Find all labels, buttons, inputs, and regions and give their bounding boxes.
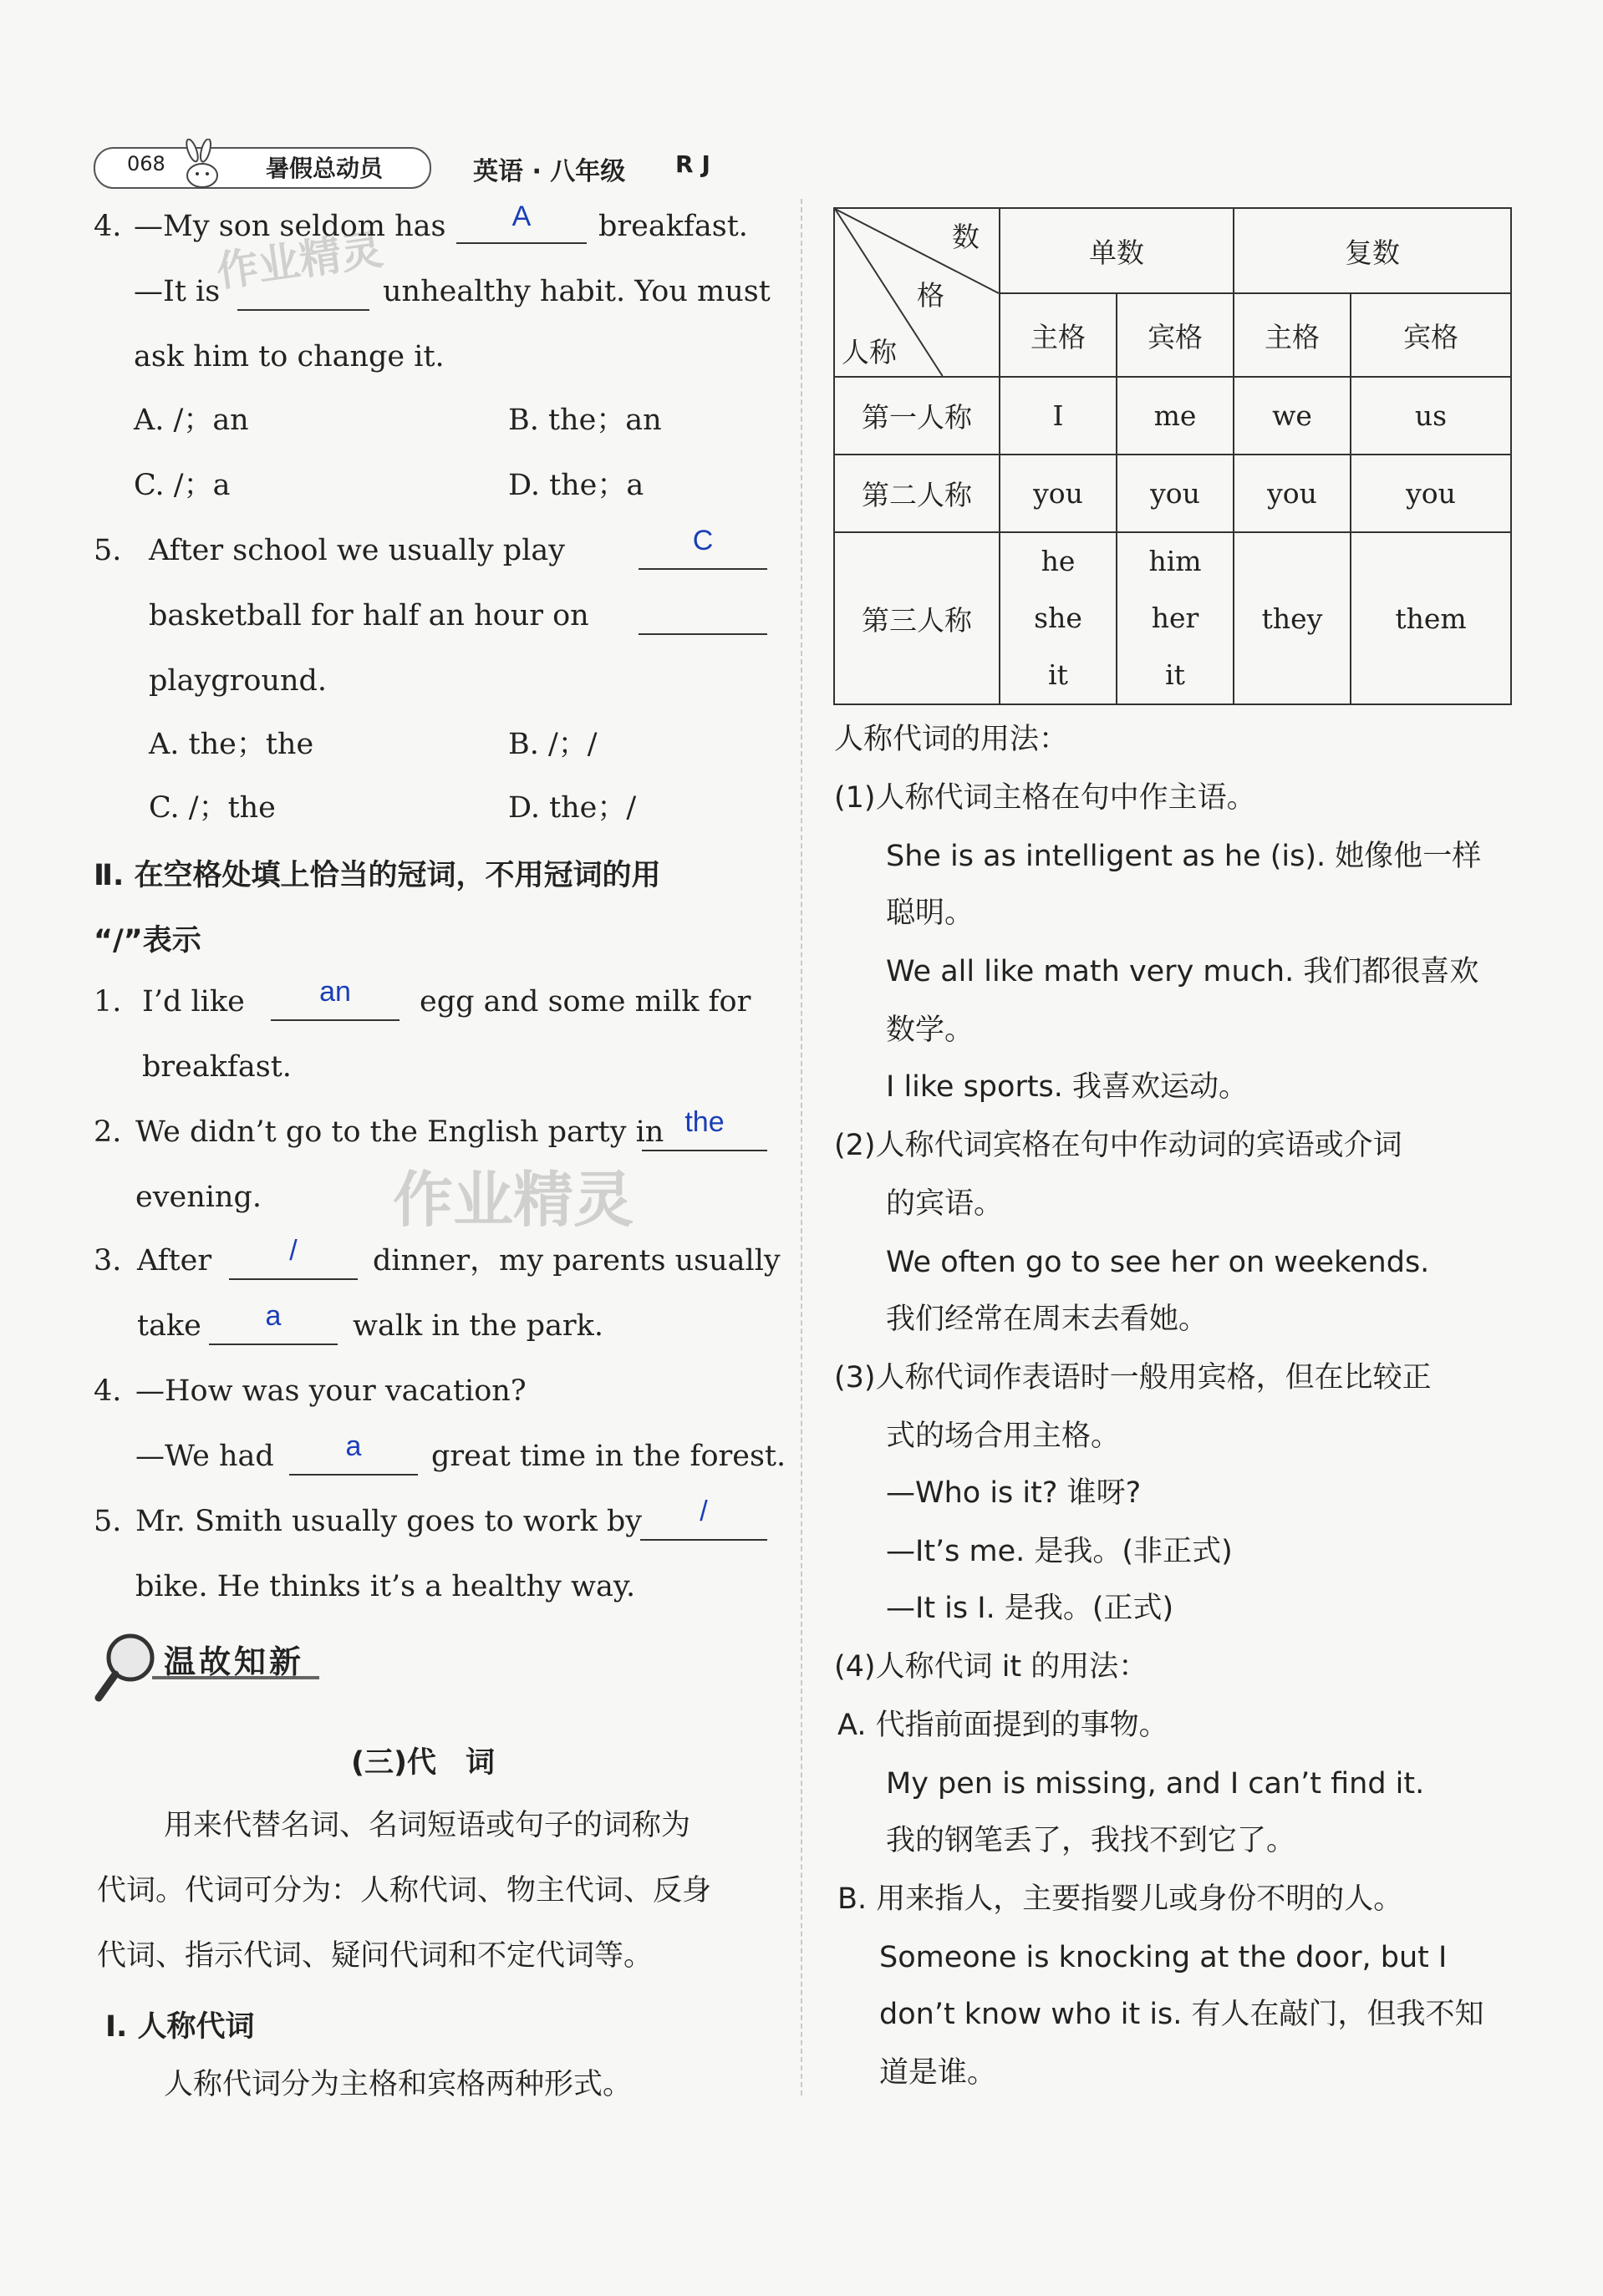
pronoun-she: she: [1034, 602, 1082, 634]
cell-singular-subject: you: [1000, 455, 1117, 532]
row-person: 第三人称: [834, 532, 1000, 704]
q5-option-b: B. /；/: [508, 728, 598, 761]
watermark: 作业精灵: [213, 225, 386, 297]
row-person: 第一人称: [834, 377, 1000, 455]
subject-title: 英语 · 八年级: [473, 157, 626, 186]
q4-line2-post: unhealthy habit. You must: [383, 275, 771, 308]
table-row: [834, 455, 1511, 532]
cell-singular-object: you: [1117, 455, 1234, 532]
edition-label: RJ: [675, 150, 719, 178]
corner-label-number: 数: [952, 221, 980, 253]
column-divider: [801, 199, 802, 2095]
sub-text: 人称代词分为主格和宾格两种形式。: [164, 2068, 633, 2101]
usage-4a-example-2: 我的钢笔丢了，我找不到它了。: [886, 1824, 1296, 1857]
s2-q3-answer-1: /: [289, 1235, 298, 1267]
q5-blank-2[interactable]: [639, 602, 767, 635]
usage-3-example-2: —It’s me. 是我。(非正式): [886, 1535, 1233, 1568]
cell-singular-subject: I: [1000, 377, 1117, 455]
table-row: [834, 377, 1511, 455]
q4-answer-1: A: [511, 201, 532, 232]
q5-line3: playground.: [149, 664, 328, 698]
usage-3-example-3: —It is I. 是我。(正式): [886, 1592, 1174, 1625]
q4-blank-2[interactable]: [237, 277, 369, 311]
s2-q4-answer: a: [345, 1430, 362, 1462]
q5-line1: After school we usually play: [149, 534, 566, 567]
header-singular: 单数: [1000, 208, 1234, 293]
pronoun-table: [833, 207, 1510, 698]
s2-q1-number: 1.: [94, 985, 122, 1018]
usage-2a: (2)人称代词宾格在句中作动词的宾语或介词: [834, 1129, 1402, 1162]
header-plural-object: 宾格: [1351, 293, 1511, 377]
usage-1-example-1b: 聪明。: [886, 897, 975, 930]
s2-q4-pre2: —We had: [135, 1440, 274, 1473]
table-row: [834, 532, 1511, 704]
s2-q1-pre: I’d like: [142, 985, 245, 1018]
corner-label-person: 人称: [842, 336, 897, 368]
s2-q1-answer: an: [319, 976, 351, 1008]
s2-q3-number: 3.: [94, 1244, 122, 1278]
review-section-label: 温故知新: [164, 1643, 305, 1680]
usage-3b: 式的场合用主格。: [886, 1420, 1121, 1453]
bunny-mascot-icon: [169, 139, 232, 192]
usage-title: 人称代词的用法：: [834, 723, 1069, 756]
table-corner-cell: [834, 208, 1000, 377]
q4-line2-pre: —It is: [134, 275, 221, 308]
usage-1-example-2b: 数学。: [886, 1013, 975, 1047]
review-intro-3: 代词、指示代词、疑问代词和不定代词等。: [97, 1939, 654, 1973]
s2-q2-line2: evening.: [135, 1181, 262, 1214]
cell-plural-subject: they: [1234, 532, 1351, 704]
cell-singular-object-third: [1117, 532, 1234, 704]
cell-singular-subject-third: [1000, 532, 1117, 704]
s2-q2-number: 2.: [94, 1115, 122, 1149]
corner-label-case: 格: [917, 279, 944, 312]
s2-q4-number: 4.: [94, 1374, 122, 1408]
q5-number: 5.: [94, 534, 122, 567]
q4-option-a: A. /；an: [134, 404, 249, 437]
pronoun-he: he: [1041, 545, 1076, 577]
usage-3a: (3)人称代词作表语时一般用宾格，但在比较正: [834, 1361, 1432, 1394]
q4-line3: ask him to change it.: [134, 340, 445, 373]
usage-2b: 的宾语。: [886, 1187, 1004, 1221]
pronoun-it-object: it: [1165, 658, 1185, 691]
series-title: 暑假总动员: [266, 155, 384, 182]
usage-4: (4)人称代词 it 的用法：: [834, 1650, 1148, 1684]
cell-plural-object: them: [1351, 532, 1511, 704]
header-plural-subject: 主格: [1234, 293, 1351, 377]
cell-plural-subject: you: [1234, 455, 1351, 532]
cell-singular-object: me: [1117, 377, 1234, 455]
s2-q5-line2: bike. He thinks it’s a healthy way.: [135, 1570, 636, 1603]
q4-line1-post: breakfast.: [598, 210, 748, 243]
s2-q1-post: egg and some milk for: [420, 985, 751, 1018]
q5-line2: basketball for half an hour on: [149, 599, 589, 632]
s2-q4-line1: —How was your vacation?: [135, 1374, 527, 1408]
q5-answer-1: C: [692, 525, 714, 556]
q4-option-b: B. the；an: [508, 404, 662, 437]
usage-4b-example-1: Someone is knocking at the door, but I: [879, 1941, 1448, 1974]
pronoun-her: her: [1151, 602, 1199, 634]
q5-option-c: C. /；the: [149, 791, 276, 825]
cell-plural-object: you: [1351, 455, 1511, 532]
page-number: 068: [127, 152, 165, 175]
s2-q5-answer: /: [700, 1496, 708, 1527]
usage-4b-example-2: don’t know who it is. 有人在敲门，但我不知: [879, 1998, 1484, 2031]
review-intro-1: 用来代替名词、名词短语或句子的词称为: [164, 1809, 691, 1842]
cell-plural-subject: we: [1234, 377, 1351, 455]
s2-q2-pre: We didn’t go to the English party in: [135, 1115, 664, 1149]
usage-1-example-2a: We all like math very much. 我们都很喜欢: [886, 955, 1479, 988]
watermark: 作业精灵: [393, 1165, 634, 1235]
s2-q2-answer: the: [684, 1106, 725, 1138]
usage-3-example-1: —Who is it? 谁呀?: [886, 1476, 1142, 1510]
pronoun-him: him: [1148, 545, 1202, 577]
usage-2-example-1: We often go to see her on weekends.: [886, 1246, 1430, 1279]
header-plural: 复数: [1234, 208, 1511, 293]
pronoun-it: it: [1048, 658, 1068, 691]
usage-4b-example-3: 道是谁。: [879, 2056, 997, 2090]
s2-q3-post: dinner，my parents usually: [373, 1244, 781, 1278]
row-person: 第二人称: [834, 455, 1000, 532]
q4-option-d: D. the；a: [508, 469, 644, 502]
s2-q1-line2: breakfast.: [142, 1050, 292, 1084]
q4-option-c: C. /；a: [134, 469, 231, 502]
s2-q4-post2: great time in the forest.: [431, 1440, 786, 1473]
s2-q3-pre: After: [137, 1244, 212, 1278]
usage-1: (1)人称代词主格在句中作主语。: [834, 781, 1256, 815]
header-singular-subject: 主格: [1000, 293, 1117, 377]
s2-q5-pre: Mr. Smith usually goes to work by: [135, 1505, 643, 1538]
review-intro-2: 代词。代词可分为：人称代词、物主代词、反身: [97, 1874, 712, 1907]
usage-1-example-3: I like sports. 我喜欢运动。: [886, 1070, 1249, 1104]
s2-q3-answer-2: a: [265, 1300, 282, 1332]
section2-title-line1: Ⅱ. 在空格处填上恰当的冠词，不用冠词的用: [94, 859, 661, 892]
s2-q3-post2: walk in the park.: [353, 1309, 603, 1343]
usage-4a: A. 代指前面提到的事物。: [837, 1709, 1168, 1742]
usage-1-example-1a: She is as intelligent as he (is). 她像他一样: [886, 840, 1482, 873]
q5-option-d: D. the；/: [508, 791, 637, 825]
q4-number: 4.: [94, 210, 122, 243]
cell-plural-object: us: [1351, 377, 1511, 455]
usage-4b: B. 用来指人，主要指婴儿或身份不明的人。: [837, 1882, 1403, 1916]
section2-title-line2: “/”表示: [94, 924, 201, 958]
usage-4a-example-1: My pen is missing, and I can’t find it.: [886, 1767, 1425, 1801]
sub-heading-personal-pronouns: Ⅰ. 人称代词: [105, 2010, 255, 2044]
review-topic: (三)代 词: [351, 1746, 495, 1780]
s2-q5-number: 5.: [94, 1505, 122, 1538]
q4-line1-pre: —My son seldom has: [134, 210, 446, 243]
q5-option-a: A. the；the: [149, 728, 314, 761]
usage-2-example-2: 我们经常在周末去看她。: [886, 1303, 1209, 1336]
s2-q3-pre2: take: [137, 1309, 201, 1343]
header-singular-object: 宾格: [1117, 293, 1234, 377]
